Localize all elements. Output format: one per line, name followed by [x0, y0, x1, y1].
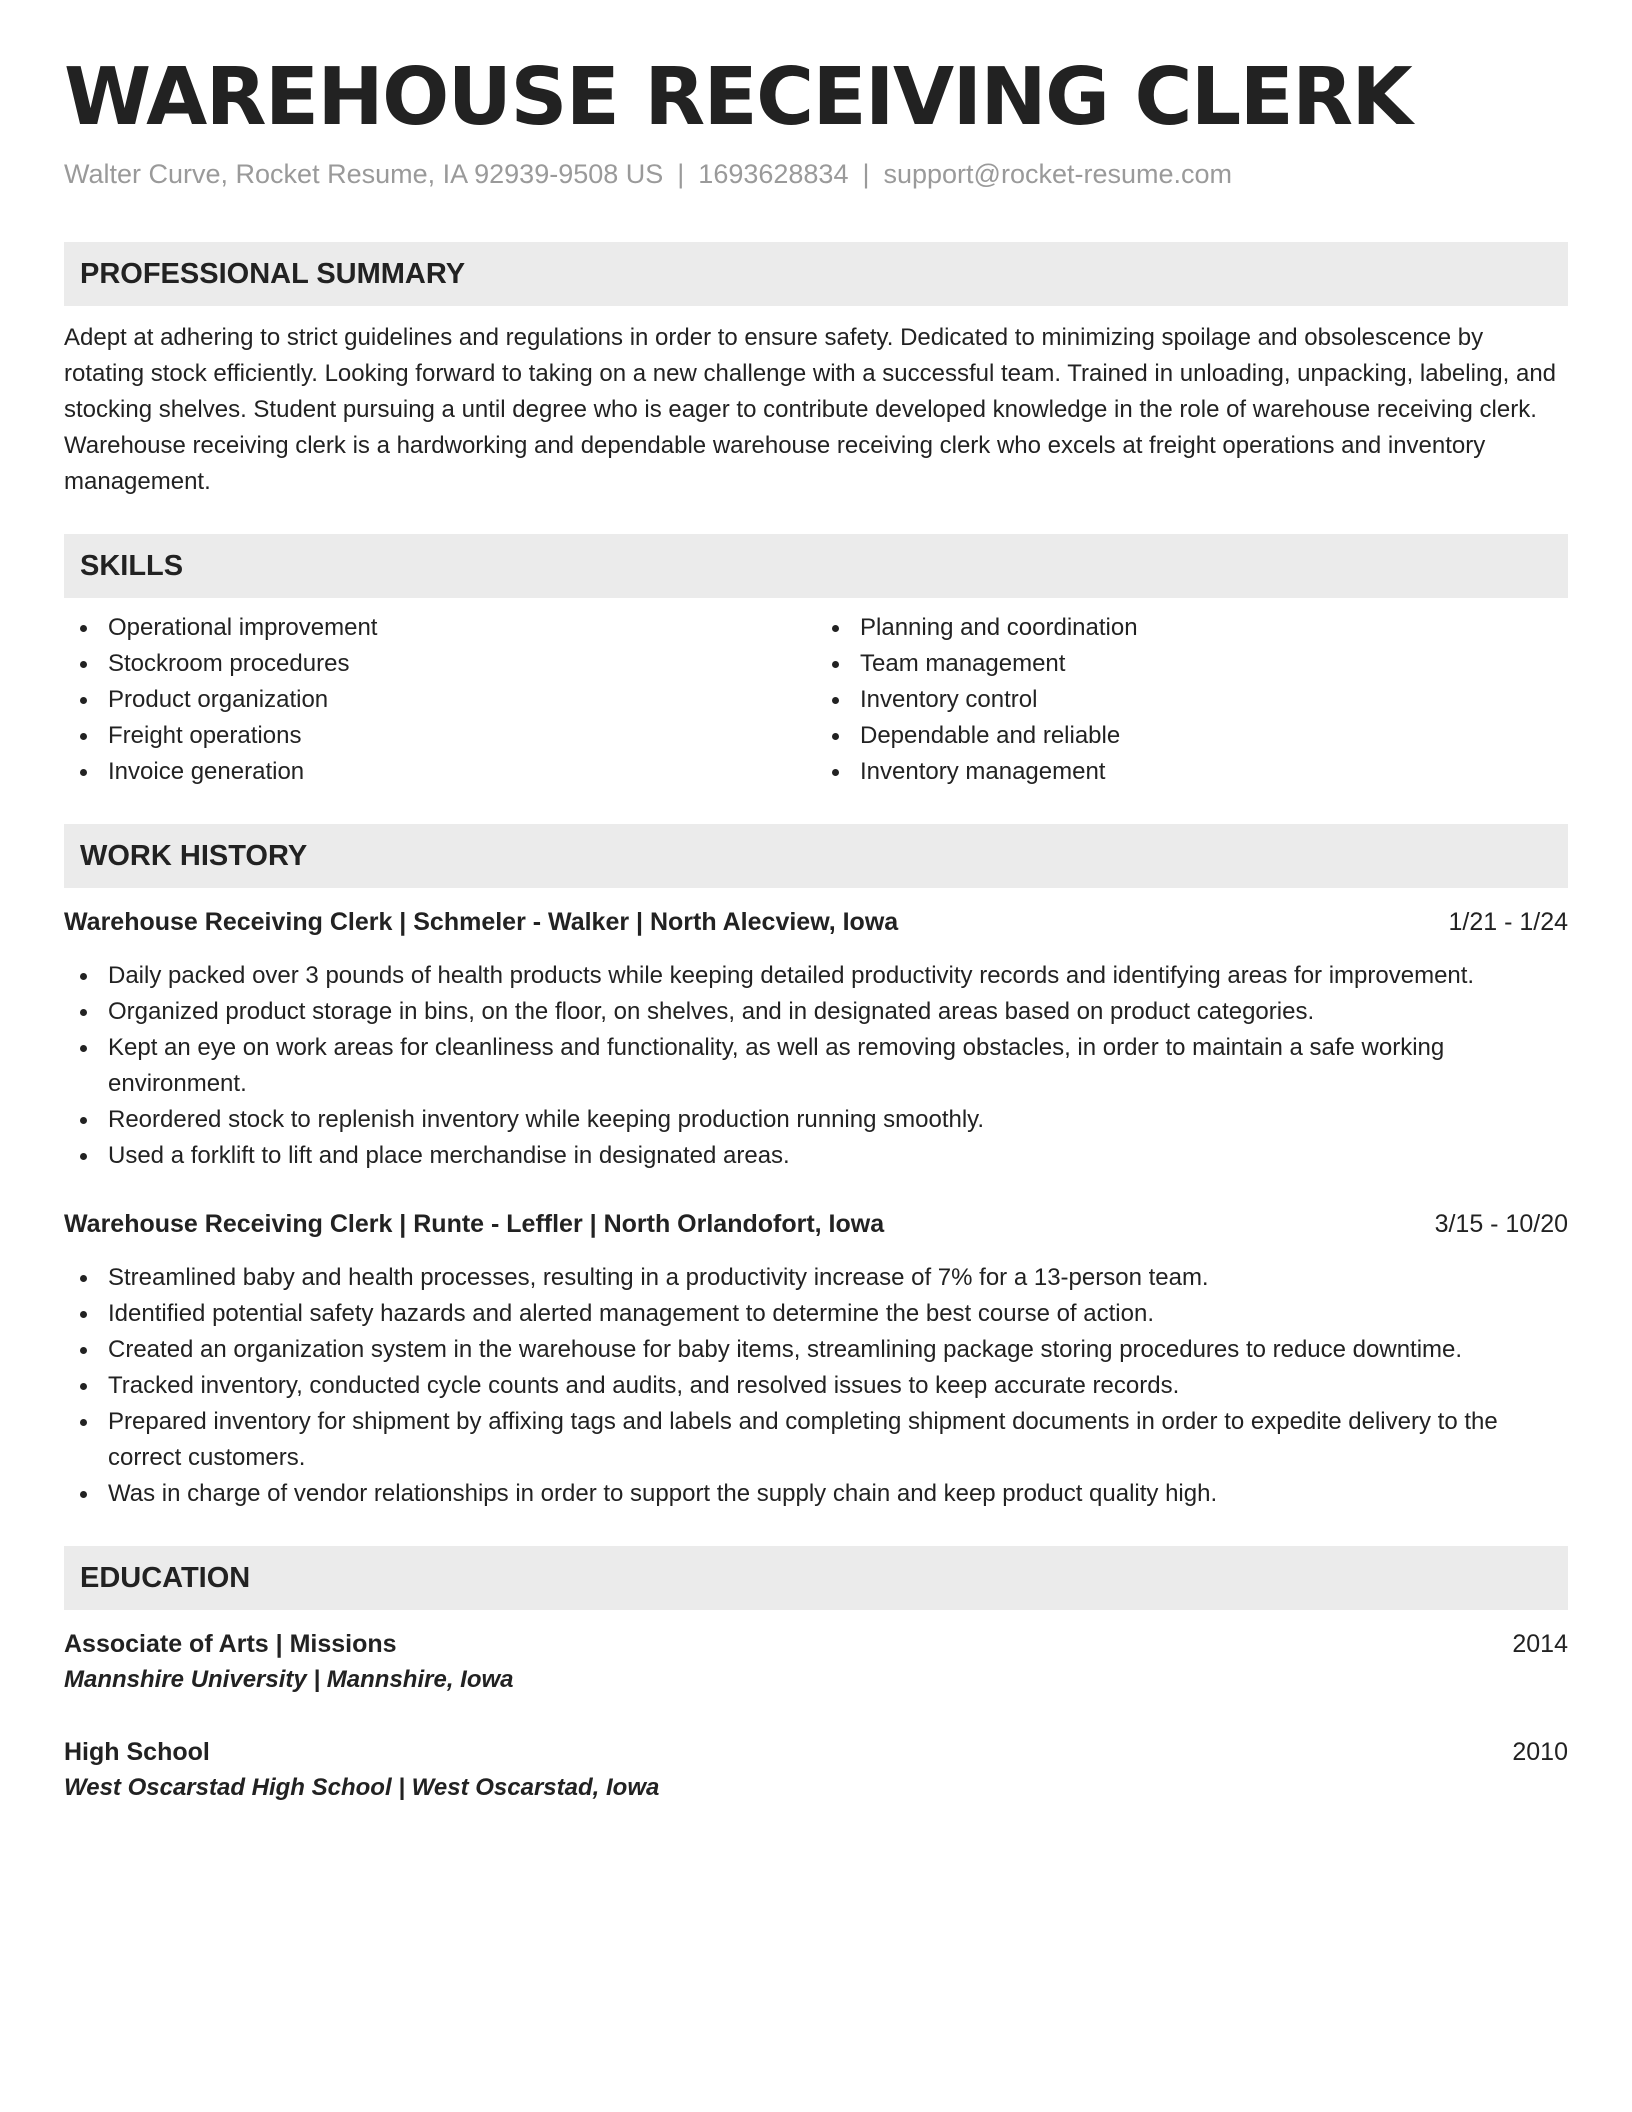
job-bullets: [64, 1260, 1568, 1512]
job-dates: 3/15 - 10/20: [1434, 1210, 1568, 1238]
skill-item: Planning and coordination: [816, 610, 1568, 646]
job-dates: 1/21 - 1/24: [1448, 908, 1568, 936]
contact-email: support@rocket-resume.com: [883, 159, 1233, 189]
job-bullet: Kept an eye on work areas for cleanliness and functionality, as well as removing obstacles, in order to maintain a safe working environment.: [64, 1030, 1568, 1102]
education-degree: High School: [64, 1738, 210, 1766]
summary-section-header: PROFESSIONAL SUMMARY: [64, 242, 1568, 306]
job-header: [64, 1206, 1568, 1242]
education-entry: [64, 1734, 1568, 1806]
job-bullet: Prepared inventory for shipment by affixing tags and labels and completing shipment documents in order to expedite delivery to the correct customers.: [64, 1404, 1568, 1476]
skill-item: Dependable and reliable: [816, 718, 1568, 754]
skills-columns: [64, 610, 1568, 790]
job-bullet: Organized product storage in bins, on the floor, on shelves, and in designated areas based on product categories.: [64, 994, 1568, 1030]
education-header: [64, 1626, 1568, 1662]
job-bullets: [64, 958, 1568, 1174]
job-bullet: Created an organization system in the warehouse for baby items, streamlining package storing procedures to reduce downtime.: [64, 1332, 1568, 1368]
skill-item: Invoice generation: [64, 754, 816, 790]
skill-item: Operational improvement: [64, 610, 816, 646]
job-title: Warehouse Receiving Clerk | Runte - Leffler | North Orlandofort, Iowa: [64, 1210, 885, 1238]
job-header: [64, 904, 1568, 940]
education-year: 2014: [1512, 1630, 1568, 1658]
resume-title: WAREHOUSE RECEIVING CLERK: [64, 51, 1412, 143]
job-bullet: Streamlined baby and health processes, resulting in a productivity increase of 7% for a 13-person team.: [64, 1260, 1568, 1296]
contact-address: Walter Curve, Rocket Resume, IA 92939-9508 US: [64, 159, 664, 189]
job-bullet: Daily packed over 3 pounds of health products while keeping detailed productivity records and identifying areas for improvement.: [64, 958, 1568, 994]
education-school: Mannshire University | Mannshire, Iowa: [64, 1666, 514, 1693]
job-bullet: Identified potential safety hazards and alerted management to determine the best course of action.: [64, 1296, 1568, 1332]
education-section-header: EDUCATION: [64, 1546, 1568, 1610]
contact-line: [64, 159, 1568, 190]
skill-item: Team management: [816, 646, 1568, 682]
job-bullet: Was in charge of vendor relationships in order to support the supply chain and keep product quality high.: [64, 1476, 1568, 1512]
education-year: 2010: [1512, 1738, 1568, 1766]
job-entry: [64, 1206, 1568, 1512]
education-degree: Associate of Arts | Missions: [64, 1630, 397, 1658]
job-bullet: Tracked inventory, conducted cycle counts and audits, and resolved issues to keep accurate records.: [64, 1368, 1568, 1404]
contact-phone: 1693628834: [698, 159, 849, 189]
education-entry: [64, 1626, 1568, 1698]
education-school: West Oscarstad High School | West Oscarstad, Iowa: [64, 1774, 660, 1801]
job-bullet: Reordered stock to replenish inventory while keeping production running smoothly.: [64, 1102, 1568, 1138]
education-header: [64, 1734, 1568, 1770]
contact-separator: |: [677, 159, 685, 189]
skill-item: Inventory control: [816, 682, 1568, 718]
skill-item: Freight operations: [64, 718, 816, 754]
skill-item: Inventory management: [816, 754, 1568, 790]
job-entry: [64, 904, 1568, 1174]
job-bullet: Used a forklift to lift and place merchandise in designated areas.: [64, 1138, 1568, 1174]
job-title: Warehouse Receiving Clerk | Schmeler - Walker | North Alecview, Iowa: [64, 908, 899, 936]
skill-item: Stockroom procedures: [64, 646, 816, 682]
work-section-header: WORK HISTORY: [64, 824, 1568, 888]
skill-item: Product organization: [64, 682, 816, 718]
summary-text: Adept at adhering to strict guidelines and regulations in order to ensure safety. Dedicated to minimizing spoilage and obsolescence by rotating stock efficiently. Looking forward to taking on a new challenge with a successful team. Trained in unloading, unpacking, labeling, and stocking shelves. Student pursuing a until degree who is eager to contribute developed knowledge in the role of warehouse receiving clerk. Warehouse receiving clerk is a hardworking and dependable warehouse receiving clerk who excels at freight operations and inventory management.: [64, 324, 1557, 495]
contact-separator: |: [862, 159, 870, 189]
skills-left-list: [64, 610, 816, 790]
skills-section-header: SKILLS: [64, 534, 1568, 598]
skills-right-list: [816, 610, 1568, 790]
